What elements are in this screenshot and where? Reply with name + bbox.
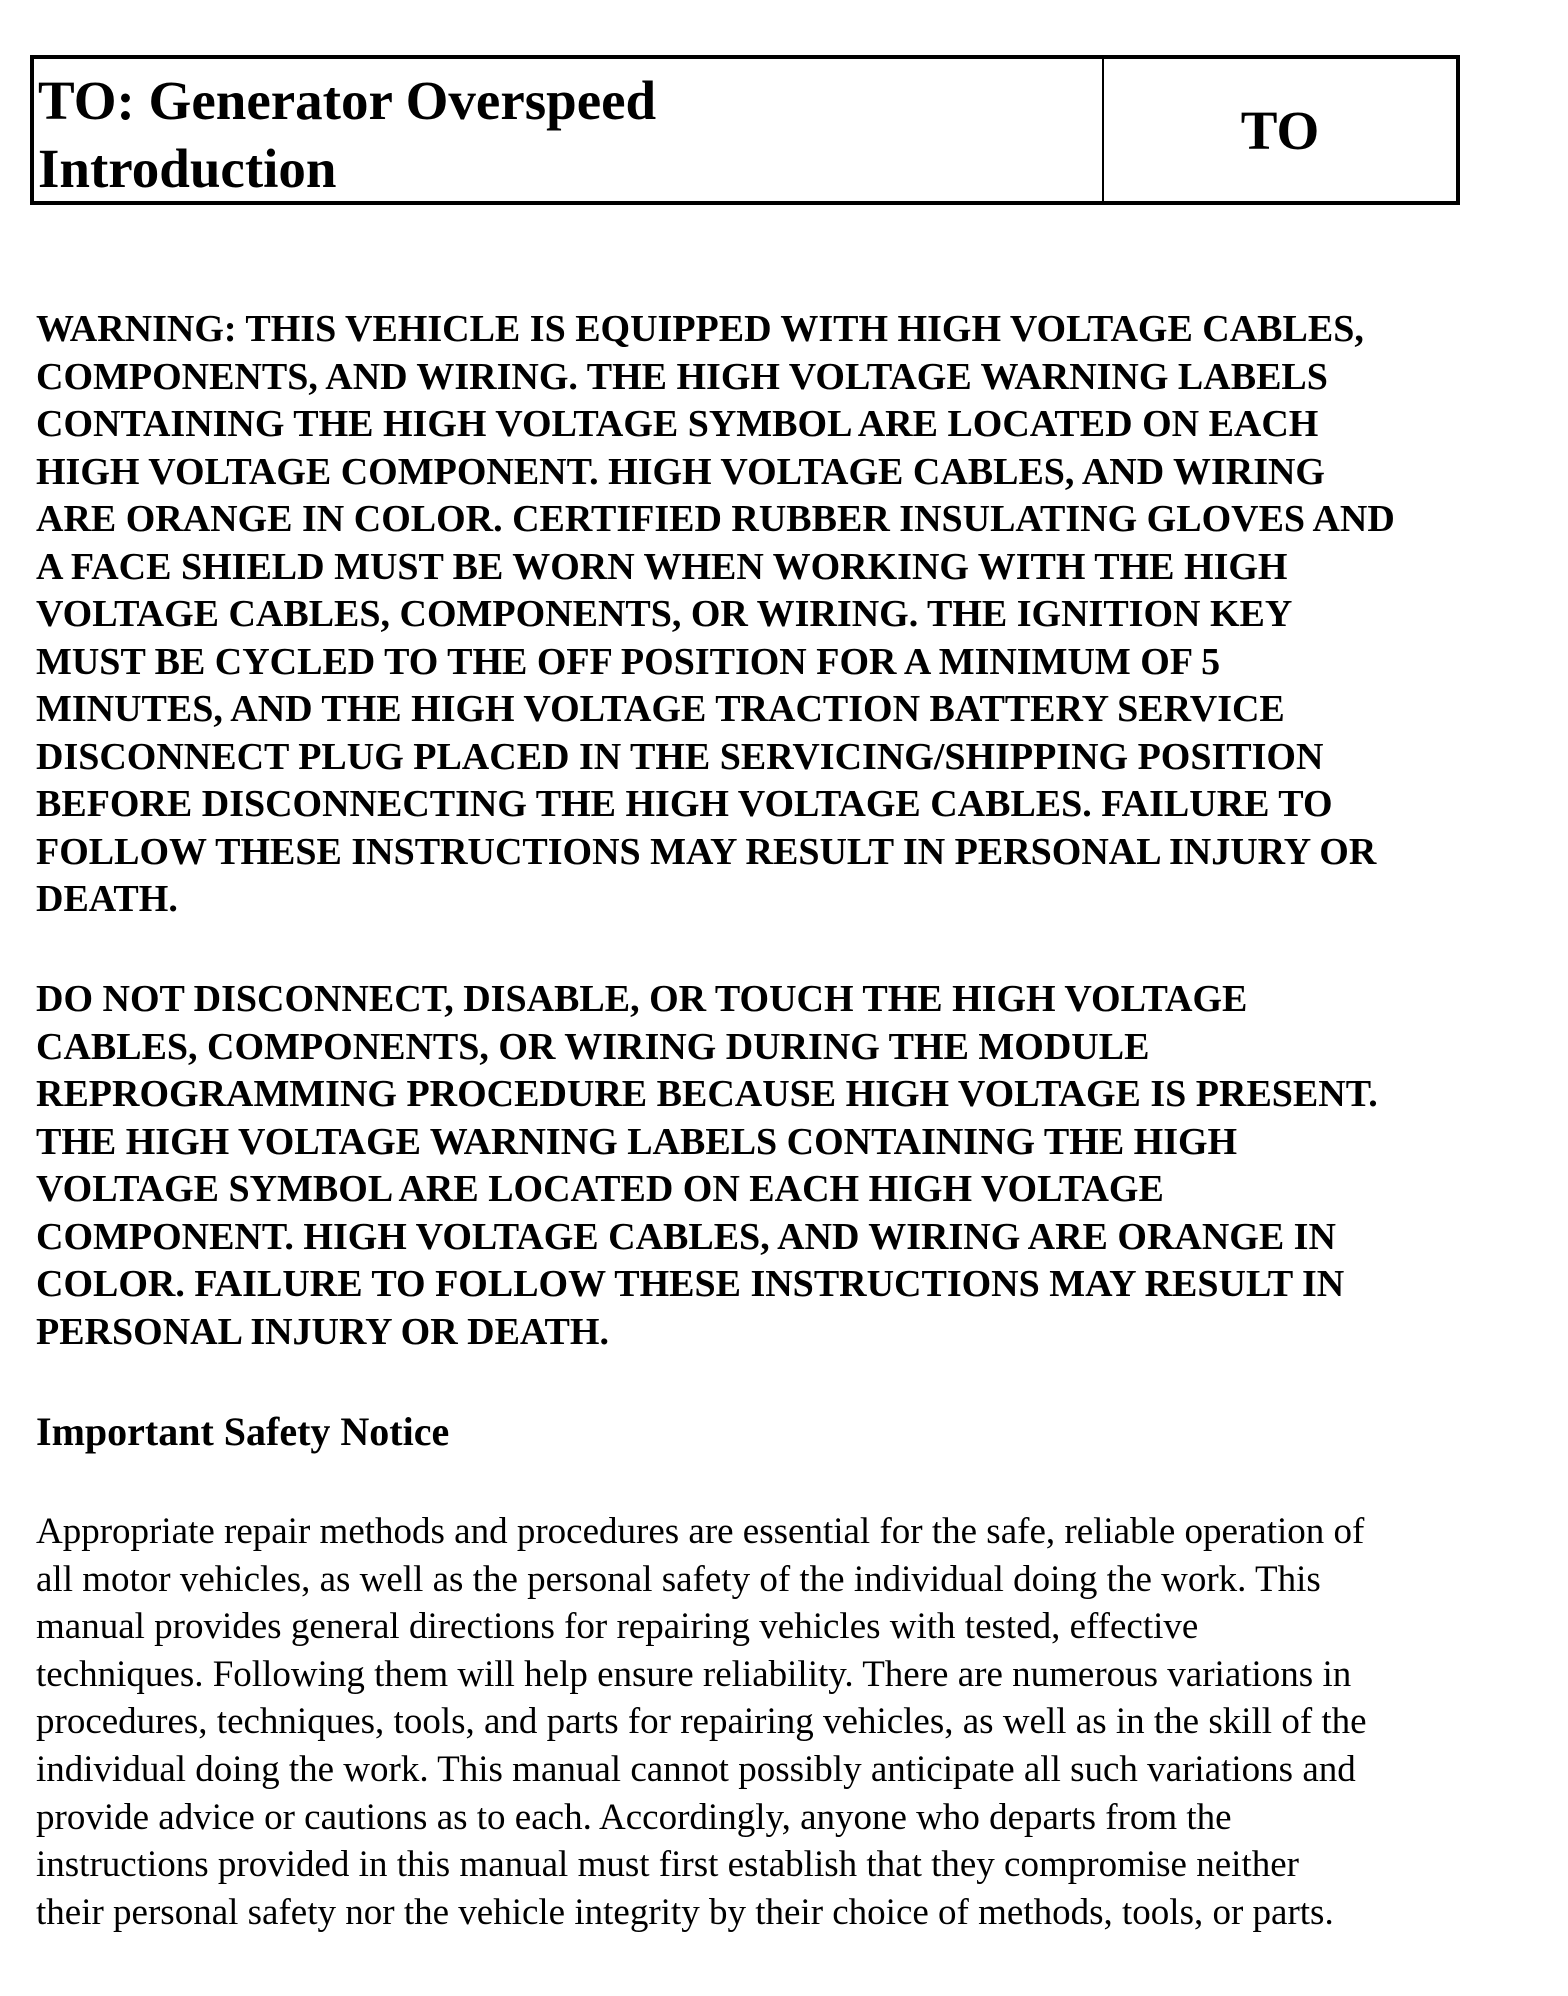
safety-notice-body: Appropriate repair methods and procedures are essential for the safe, reliable operation of all motor vehicles, as well as the personal safety of the individual doing the work. This manual provides general directions for repairing vehicles with tested, effective techniques. Following them will help ensure reliability. There are numerous variations in procedures, techniques, tools, and parts for repairing vehicles, as well as in the skill of the individual doing the work. This manual cannot possibly anticipate all such variations and provide advice or cautions as to each. Accordingly, anyone who departs from the instructions provided in this manual must first establish that they compromise neither their personal safety nor the vehicle integrity by their choice of methods, tools, or parts.: [36, 1511, 1367, 1933]
reprogramming-warning: DO NOT DISCONNECT, DISABLE, OR TOUCH THE HIGH VOLTAGE CABLES, COMPONENTS, OR WIRING DURING THE MODULE REPROGRAMMING PROCEDURE BECAUSE HIGH VOLTAGE IS PRESENT. THE HIGH VOLTAGE WARNING LABELS CONTAINING THE HIGH VOLTAGE SYMBOL ARE LOCATED ON EACH HIGH VOLTAGE COMPONENT. HIGH VOLTAGE CABLES, AND WIRING ARE ORANGE IN COLOR. FAILURE TO FOLLOW THESE INSTRUCTIONS MAY RESULT IN PERSONAL INJURY OR DEATH.: [36, 978, 1378, 1353]
header-title-line-2: Introduction: [38, 138, 337, 199]
header-title: [34, 59, 1104, 201]
header-title-line-1: TO: Generator Overspeed: [38, 70, 657, 131]
header-code: TO: [1240, 99, 1320, 161]
document-header: [30, 55, 1460, 205]
safety-notice-heading: Important Safety Notice: [36, 1409, 450, 1454]
high-voltage-warning: WARNING: THIS VEHICLE IS EQUIPPED WITH HIGH VOLTAGE CABLES, COMPONENTS, AND WIRING. THE HIGH VOLTAGE WARNING LABELS CONTAINING THE HIGH VOLTAGE SYMBOL ARE LOCATED ON EACH HIGH VOLTAGE COMPONENT. HIGH VOLTAGE CABLES, AND WIRING ARE ORANGE IN COLOR. CERTIFIED RUBBER INSULATING GLOVES AND A FACE SHIELD MUST BE WORN WHEN WORKING WITH THE HIGH VOLTAGE CABLES, COMPONENTS, OR WIRING. THE IGNITION KEY MUST BE CYCLED TO THE OFF POSITION FOR A MINIMUM OF 5 MINUTES, AND THE HIGH VOLTAGE TRACTION BATTERY SERVICE DISCONNECT PLUG PLACED IN THE SERVICING/SHIPPING POSITION BEFORE DISCONNECTING THE HIGH VOLTAGE CABLES. FAILURE TO FOLLOW THESE INSTRUCTIONS MAY RESULT IN PERSONAL INJURY OR DEATH.: [36, 308, 1395, 920]
